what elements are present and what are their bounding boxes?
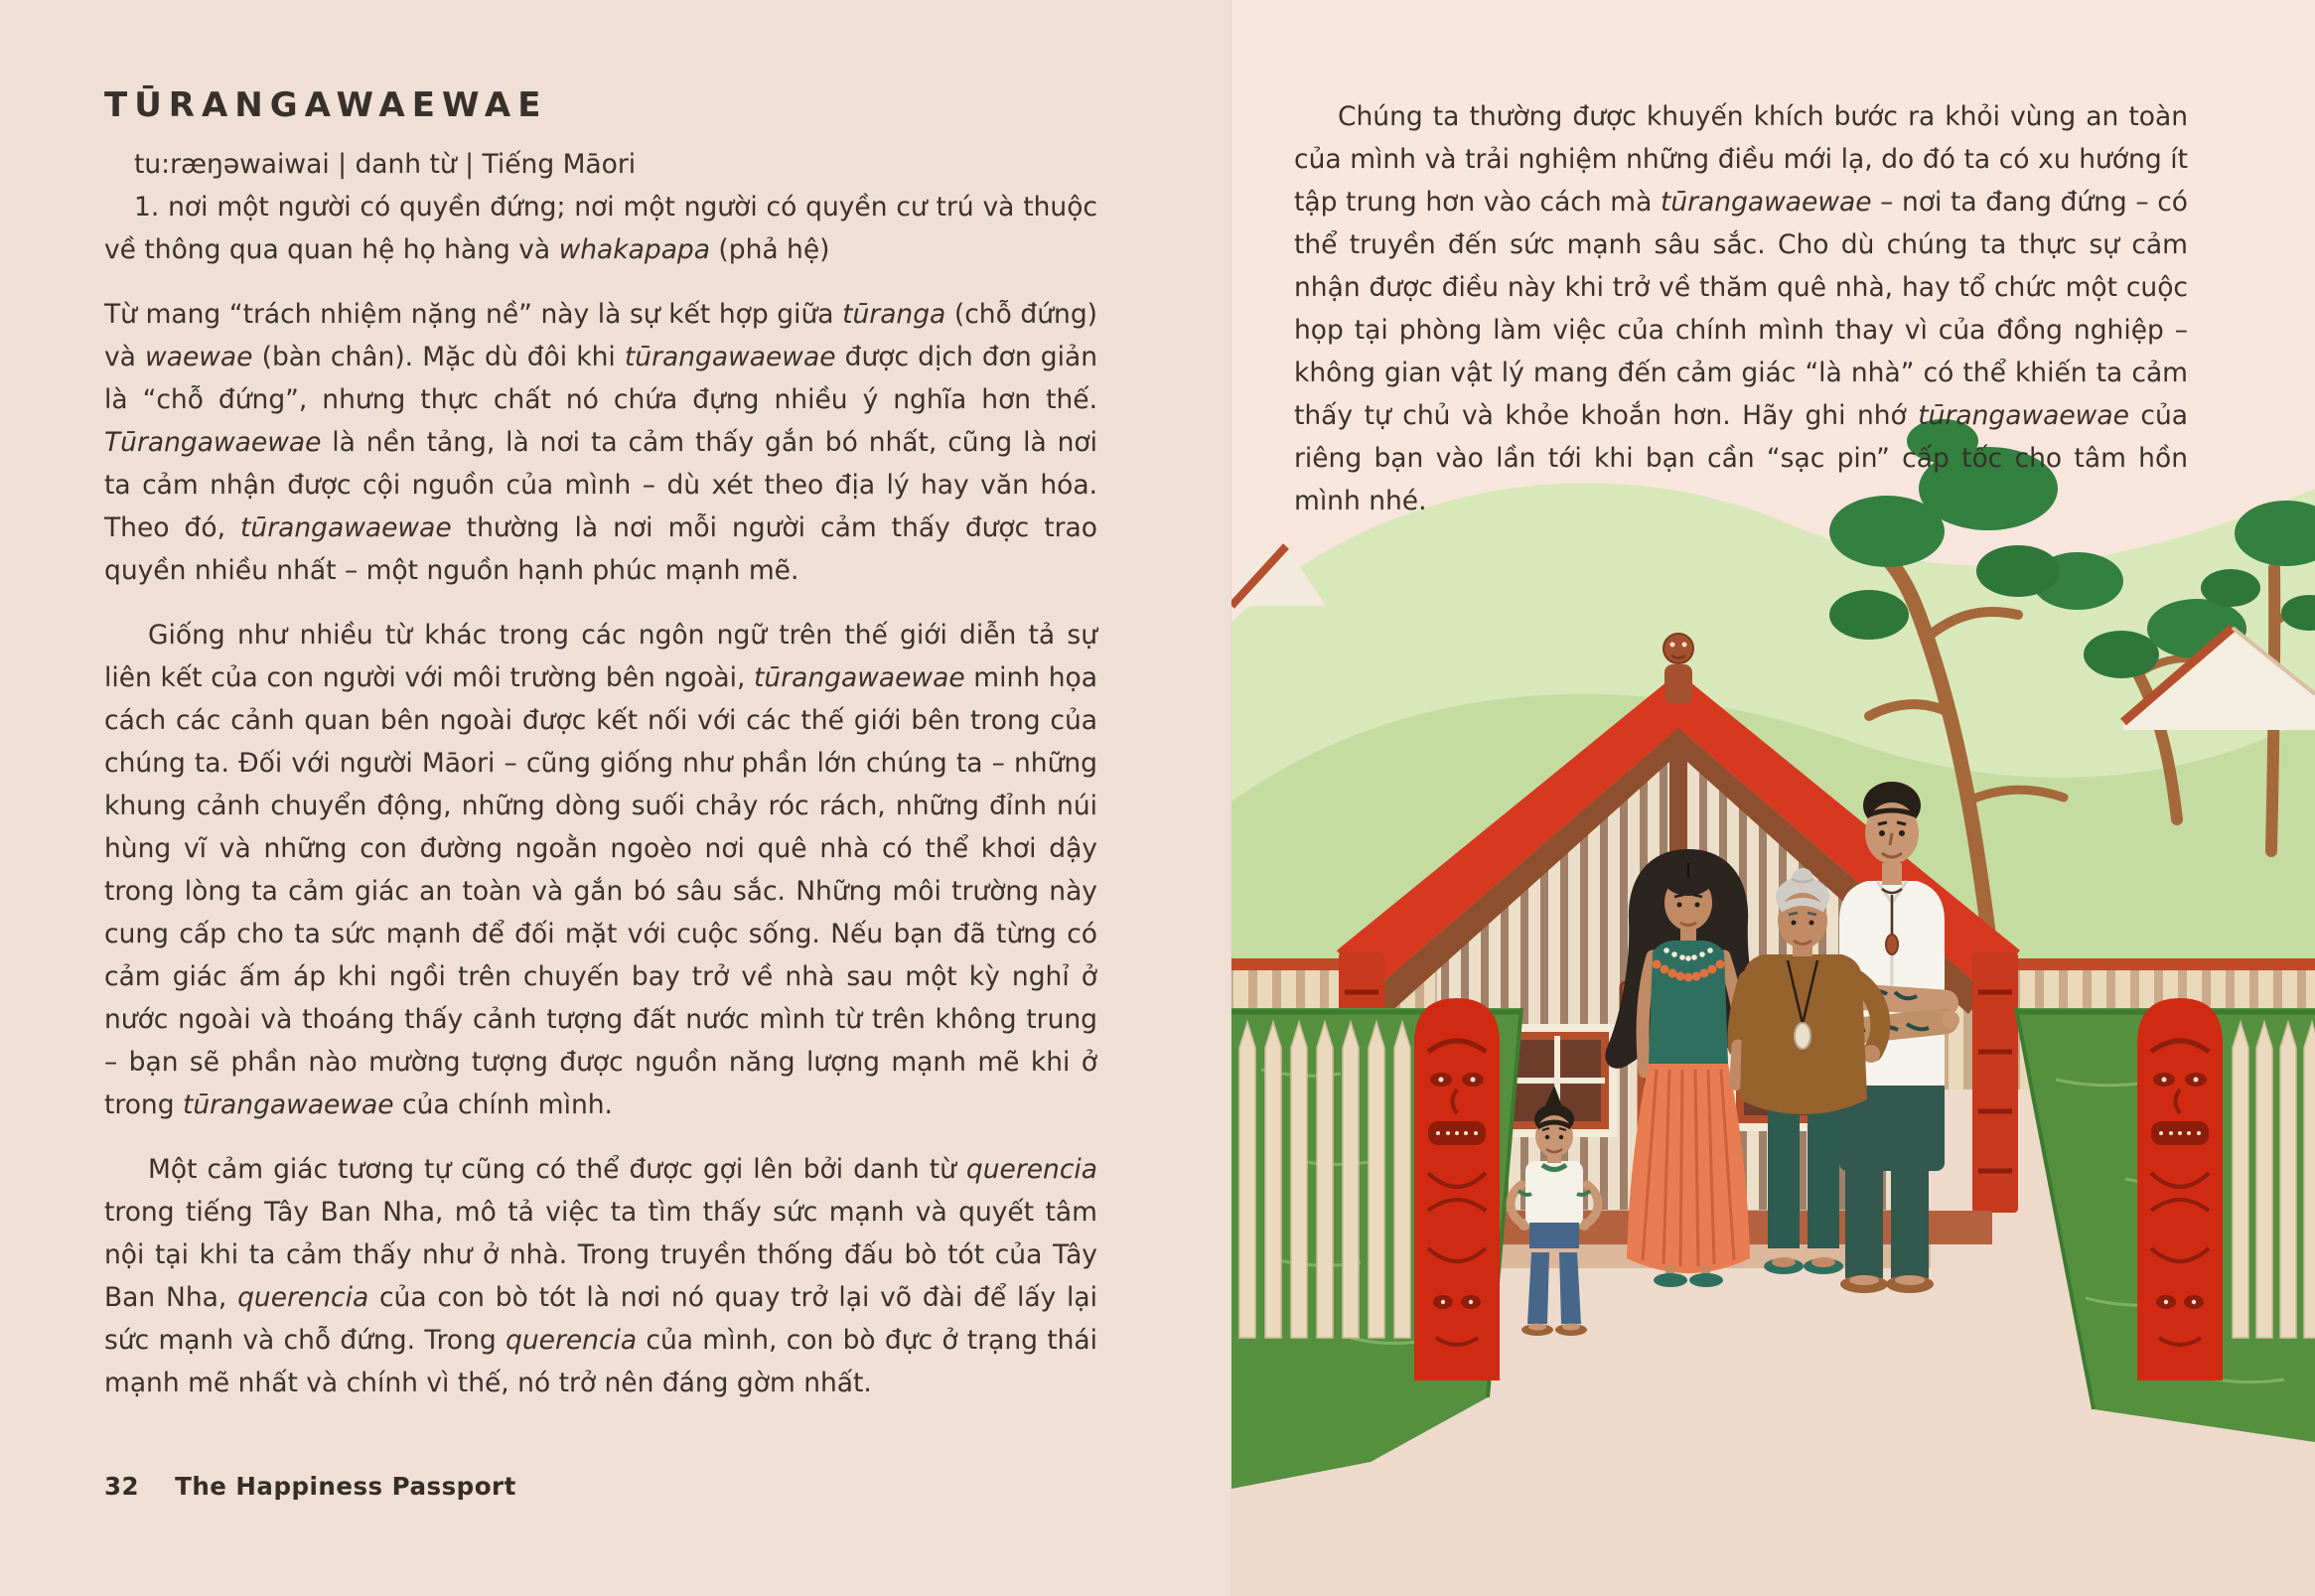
- book-title: The Happiness Passport: [175, 1472, 516, 1501]
- picket-fence-left: [1239, 1022, 1410, 1338]
- tekoteko-carved-figure: [1664, 634, 1693, 704]
- page-number: 32: [104, 1472, 140, 1501]
- entry-title: TŪRANGAWAEWAE: [104, 85, 548, 125]
- carved-pou-left: [1414, 998, 1500, 1380]
- paragraph-2: Giống như nhiều từ khác trong các ngôn ngữ trên thế giới diễn tả sự liên kết của con người với môi trường bên ngoài, tūrangawaewae minh họa cách các cảnh quan bên ngoài được kết nối với các thế giới bên trong của chúng ta. Đối với người Māori – cũng giống như phần lớn chúng ta – những khung cảnh chuyển động, những dòng suối chảy róc rách, những đỉnh núi hùng vĩ và những con đường ngoằn ngoèo nơi quê nhà có thể khơi dậy trong lòng ta cảm giác an toàn và gắn bó sâu sắc. Những môi trường này cung cấp cho ta sức mạnh để đối mặt với cuộc sống. Nếu bạn đã từng có cảm giác ấm áp khi ngồi trên chuyến bay trở về nhà sau một kỳ nghỉ ở nước ngoài và thoáng thấy cảnh tượng đất nước mình từ trên không trung – bạn sẽ phần nào mường tượng được nguồn năng lượng mạnh mẽ khi ở trong tūrangawaewae của chính mình.: [104, 620, 1097, 1120]
- definition-text: 1. nơi một người có quyền đứng; nơi một người có quyền cư trú và thuộc về thông qua quan hệ họ hàng và whakapapa (phả hệ): [104, 192, 1097, 265]
- carved-pou-right: [2137, 998, 2223, 1380]
- pronunciation-line: tu:ræŋəwaiwai | danh từ | Tiếng Māori: [134, 149, 637, 180]
- right-text-column: [1294, 95, 2188, 522]
- left-text-column: [104, 85, 1097, 1404]
- right-page: [1231, 0, 2315, 1596]
- right-paragraph: Chúng ta thường được khuyến khích bước ra khỏi vùng an toàn của mình và trải nghiệm những điều mới lạ, do đó ta có xu hướng ít tập trung hơn vào cách mà tūrangawaewae – nơi ta đang đứng – có thể truyền đến sức mạnh sâu sắc. Cho dù chúng ta thực sự cảm nhận được điều này khi trở về thăm quê nhà, hay tổ chức một cuộc họp tại phòng làm việc của chính mình thay vì của đồng nghiệp – không gian vật lý mang đến cảm giác “là nhà” có thể khiến ta cảm thấy tự chủ và khỏe khoắn hơn. Hãy ghi nhớ tūrangawaewae của riêng bạn vào lần tới khi bạn cần “sạc pin” cấp tốc cho tâm hồn mình nhé.: [1294, 101, 2188, 516]
- paragraph-1: Từ mang “trách nhiệm nặng nề” này là sự kết hợp giữa tūranga (chỗ đứng) và waewae (bàn chân). Mặc dù đôi khi tūrangawaewae được dịch đơn giản là “chỗ đứng”, nhưng thực chất nó chứa đựng nhiều ý nghĩa hơn thế. Tūrangawaewae là nền tảng, là nơi ta cảm thấy gắn bó nhất, cũng là nơi ta cảm nhận được cội nguồn của mình – dù xét theo địa lý hay văn hóa. Theo đó, tūrangawaewae thường là nơi mỗi người cảm thấy được trao quyền nhiều nhất – một nguồn hạnh phúc mạnh mẽ.: [104, 299, 1097, 586]
- marae-illustration: [1231, 384, 2315, 1596]
- paragraph-3: Một cảm giác tương tự cũng có thể được gợi lên bởi danh từ querencia trong tiếng Tây Ban Nha, mô tả việc ta tìm thấy sức mạnh và quyết tâm nội tại khi ta cảm thấy như ở nhà. Trong truyền thống đấu bò tót của Tây Ban Nha, querencia của con bò tót là nơi nó quay trở lại võ đài để lấy lại sức mạnh và chỗ đứng. Trong querencia của mình, con bò đực ở trạng thái mạnh mẽ nhất và chính vì thế, nó trở nên đáng gờm nhất.: [104, 1154, 1098, 1398]
- page-footer: [104, 1472, 516, 1501]
